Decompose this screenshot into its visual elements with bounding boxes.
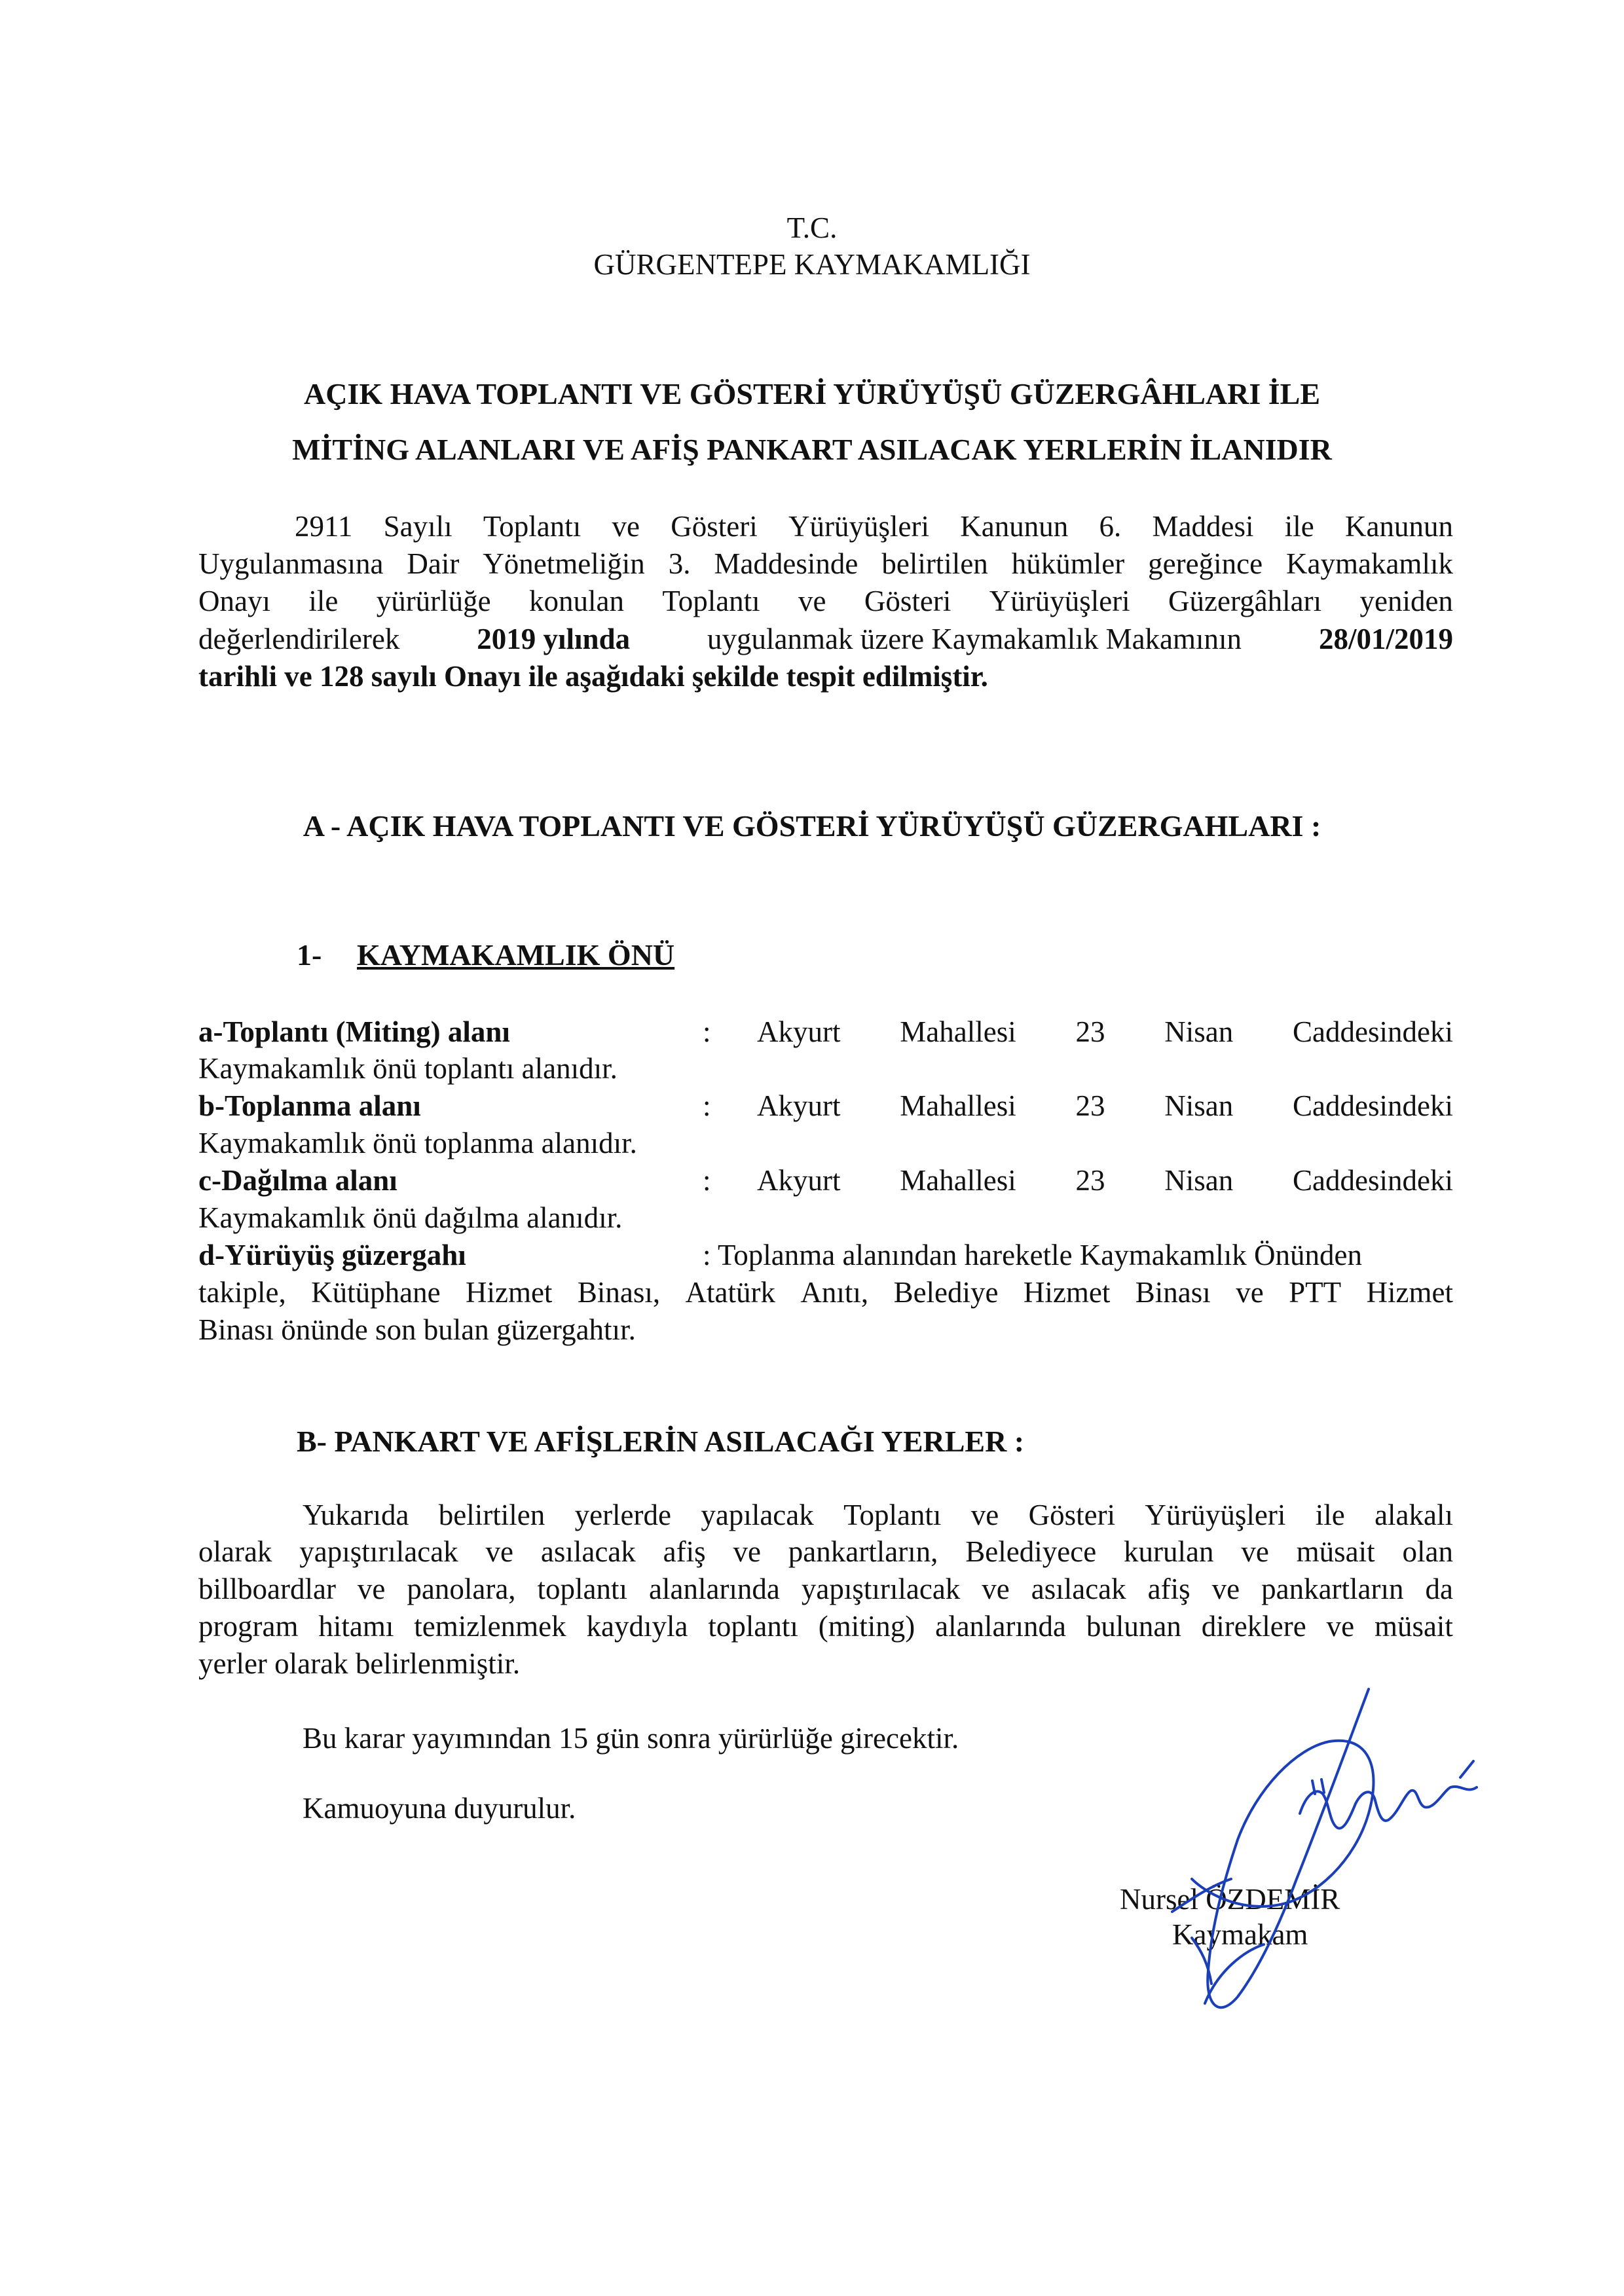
word: Nisan	[1164, 1164, 1234, 1197]
intro-text: değerlendirilerek	[198, 623, 400, 655]
word: (miting)	[818, 1610, 915, 1643]
word: asılacak	[540, 1535, 636, 1568]
word: Kaymakamlık	[1286, 547, 1453, 580]
row-key: d-Yürüyüş güzergahı	[198, 1239, 466, 1271]
route-first-line: : Toplanma alanından hareketle Kaymakamlık Önünden	[703, 1239, 1362, 1271]
word: Gösteri	[864, 585, 951, 617]
word: afiş	[1147, 1573, 1190, 1605]
word: alanlarında	[935, 1610, 1066, 1643]
word: Akyurt	[757, 1164, 841, 1197]
word: yürürlüğe	[376, 585, 491, 617]
word: Uygulanmasına	[198, 547, 384, 580]
signature-strokes	[1172, 1689, 1477, 2007]
word: ve	[485, 1535, 514, 1568]
assembly-area-continuation: Kaymakamlık önü toplantı alanıdır.	[198, 1052, 618, 1085]
word: müsait	[1296, 1535, 1375, 1568]
word: Toplantı	[483, 510, 581, 543]
section-b-line1	[303, 1498, 1453, 1532]
word: Mahallesi	[900, 1164, 1016, 1197]
word: Binası	[1135, 1276, 1211, 1309]
word: asılacak	[1031, 1573, 1126, 1605]
word: Caddesindeki	[1293, 1164, 1453, 1197]
word: Nisan	[1164, 1089, 1234, 1122]
handwritten-signature	[1041, 1663, 1539, 2030]
word: Kütüphane	[311, 1276, 441, 1309]
march-route-line3: Binası önünde son bulan güzergahtır.	[198, 1313, 636, 1346]
word: yapıştırılacak	[299, 1535, 458, 1568]
intro-date: 28/01/2019	[1318, 623, 1453, 655]
march-route-line2	[198, 1275, 1453, 1309]
word: Dair	[407, 547, 460, 580]
word: panolara,	[407, 1573, 516, 1605]
word: toplantı	[537, 1573, 628, 1605]
word: da	[1425, 1573, 1453, 1605]
word: Atatürk	[685, 1276, 775, 1309]
word: Belediye	[893, 1276, 999, 1309]
public-announcement: Kamuoyuna duyurulur.	[303, 1792, 576, 1825]
word: Mahallesi	[900, 1015, 1016, 1048]
word: olarak	[198, 1535, 272, 1568]
word: Caddesindeki	[1293, 1015, 1453, 1048]
word: Onayı	[198, 585, 270, 617]
word: Mahallesi	[900, 1089, 1016, 1122]
row-colon: :	[703, 1089, 711, 1122]
word: Yönetmeliğin	[483, 547, 645, 580]
word: direklere	[1201, 1610, 1306, 1643]
word: billboardlar	[198, 1573, 336, 1605]
word: program	[198, 1610, 299, 1643]
section-b-line2	[198, 1535, 1453, 1569]
word: yapıştırılacak	[801, 1573, 961, 1605]
word: toplantı	[708, 1610, 798, 1643]
row-values	[757, 1163, 1453, 1197]
word: Güzergâhları	[1168, 585, 1322, 617]
word: Hizmet	[1366, 1276, 1453, 1309]
signature-scrawl	[1300, 1787, 1477, 1829]
word: 2911	[295, 510, 353, 543]
signature-umlaut-2	[1321, 1779, 1324, 1793]
row-key: b-Toplanma alanı	[198, 1089, 421, 1122]
word: ve	[357, 1573, 386, 1605]
dispersal-area-continuation: Kaymakamlık önü dağılma alanıdır.	[198, 1201, 623, 1234]
word: Kanunun	[1344, 510, 1453, 543]
word: 23	[1075, 1089, 1105, 1122]
word: PTT	[1289, 1276, 1342, 1309]
word: yerlerde	[574, 1499, 671, 1531]
word: ve	[733, 1535, 761, 1568]
section-b-line4	[198, 1609, 1453, 1643]
item-label: KAYMAKAMLIK ÖNÜ	[357, 938, 675, 972]
word: yapılacak	[701, 1499, 814, 1531]
word: Binası,	[577, 1276, 661, 1309]
word: hitamı	[318, 1610, 394, 1643]
word: bulunan	[1086, 1610, 1181, 1643]
word: takiple,	[198, 1276, 286, 1309]
word: Kanunun	[960, 510, 1069, 543]
word: Hizmet	[1023, 1276, 1111, 1309]
section-b-heading: B- PANKART VE AFİŞLERİN ASILACAĞI YERLER :	[297, 1425, 1025, 1458]
word: kurulan	[1124, 1535, 1214, 1568]
word: Yürüyüşleri	[788, 510, 929, 543]
section-b-line3	[198, 1572, 1453, 1606]
word: Anıtı,	[800, 1276, 869, 1309]
intro-paragraph-line4	[198, 622, 1453, 656]
word: 23	[1075, 1164, 1105, 1197]
word: 23	[1075, 1015, 1105, 1048]
word: yeniden	[1359, 585, 1453, 617]
word: 6.	[1099, 510, 1122, 543]
word: belirtilen	[881, 547, 988, 580]
intro-paragraph-line2	[198, 547, 1453, 581]
signatory-title: Kaymakam	[1172, 1918, 1308, 1951]
word: Nisan	[1164, 1015, 1234, 1048]
word: pankartların	[1261, 1573, 1404, 1605]
row-values	[757, 1089, 1453, 1123]
word: olan	[1402, 1535, 1453, 1568]
word: Toplantı	[662, 585, 760, 617]
word: müsait	[1374, 1610, 1453, 1643]
word: Hizmet	[465, 1276, 553, 1309]
word: 3.	[668, 547, 691, 580]
section-a-heading: A - AÇIK HAVA TOPLANTI VE GÖSTERİ YÜRÜYÜŞÜ GÜZERGAHLARI :	[303, 809, 1321, 843]
word: Maddesi	[1152, 510, 1254, 543]
row-values	[757, 1015, 1453, 1049]
gathering-area-continuation: Kaymakamlık önü toplanma alanıdır.	[198, 1127, 637, 1159]
word: ve	[982, 1573, 1010, 1605]
row-key: c-Dağılma alanı	[198, 1164, 397, 1197]
document-title-line1: AÇIK HAVA TOPLANTI VE GÖSTERİ YÜRÜYÜŞÜ GÜZERGÂHLARI İLE	[303, 377, 1321, 410]
word: temizlenmek	[414, 1610, 566, 1643]
word: ile	[1315, 1499, 1345, 1531]
word: ile	[308, 585, 339, 617]
intro-text: uygulanmak üzere Kaymakamlık Makamının	[707, 623, 1242, 655]
row-key: a-Toplantı (Miting) alanı	[198, 1015, 510, 1048]
word: Belediyece	[965, 1535, 1097, 1568]
intro-paragraph-line1	[295, 509, 1453, 543]
word: Gösteri	[671, 510, 758, 543]
word: ve	[1241, 1535, 1269, 1568]
word: ve	[612, 510, 640, 543]
word: ve	[1326, 1610, 1355, 1643]
word: Akyurt	[757, 1015, 841, 1048]
intro-paragraph-line5: tarihli ve 128 sayılı Onayı ile aşağıdaki şekilde tespit edilmiştir.	[198, 660, 988, 693]
word: alakalı	[1375, 1499, 1453, 1531]
word: ve	[798, 585, 826, 617]
item-number: 1-	[297, 938, 322, 972]
intro-paragraph-line3	[198, 584, 1453, 618]
word: Yürüyüşleri	[989, 585, 1130, 617]
header-authority: GÜRGENTEPE KAYMAKAMLIĞI	[593, 248, 1031, 281]
row-colon: :	[703, 1015, 711, 1048]
effective-date-statement: Bu karar yayımından 15 gün sonra yürürlüğe girecektir.	[303, 1722, 959, 1755]
document-title-line2: MİTİNG ALANLARI VE AFİŞ PANKART ASILACAK YERLERİN İLANIDIR	[292, 433, 1332, 466]
word: alanlarında	[649, 1573, 780, 1605]
word: Gösteri	[1028, 1499, 1116, 1531]
word: Yukarıda	[303, 1499, 409, 1531]
signatory-name: Nursel ÖZDEMİR	[1120, 1883, 1340, 1916]
word: pankartların,	[788, 1535, 938, 1568]
word: kaydıyla	[586, 1610, 688, 1643]
word: konulan	[529, 585, 624, 617]
word: Sayılı	[383, 510, 452, 543]
word: ve	[970, 1499, 999, 1531]
row-colon: :	[703, 1164, 711, 1197]
section-b-line5: yerler olarak belirlenmiştir.	[198, 1647, 521, 1680]
word: ile	[1284, 510, 1314, 543]
item-1-heading	[297, 938, 674, 972]
word: Yürüyüşleri	[1145, 1499, 1286, 1531]
word: Caddesindeki	[1293, 1089, 1453, 1122]
signature-loop	[1192, 1689, 1374, 2007]
word: belirtilen	[438, 1499, 545, 1531]
word: ve	[1236, 1276, 1264, 1309]
signature-accent	[1460, 1761, 1473, 1777]
word: Akyurt	[757, 1089, 841, 1122]
word: Toplantı	[843, 1499, 942, 1531]
word: ve	[1211, 1573, 1240, 1605]
word: hükümler	[1011, 547, 1125, 580]
word: gereğince	[1148, 547, 1263, 580]
intro-year: 2019 yılında	[477, 623, 631, 655]
signature-tail	[1205, 1944, 1264, 2003]
word: afiş	[663, 1535, 706, 1568]
word: Maddesinde	[714, 547, 858, 580]
header-republic: T.C.	[786, 211, 838, 244]
